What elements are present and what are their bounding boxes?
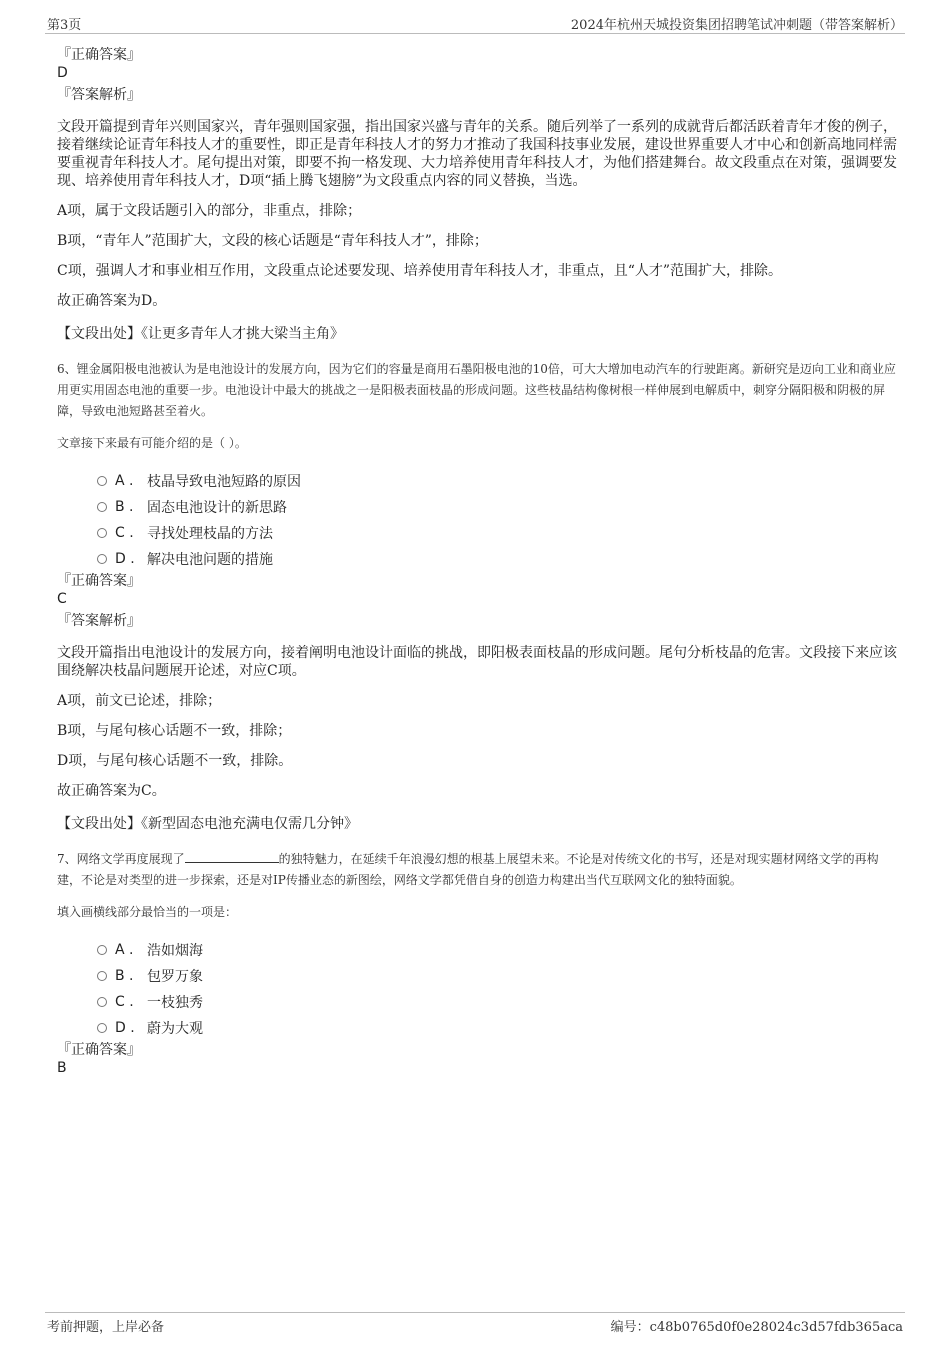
option-text: 固态电池设计的新思路 xyxy=(147,500,287,516)
option-c[interactable] xyxy=(97,989,897,1015)
analysis-paragraph: B项，“青年人”范围扩大，文段的核心话题是“青年科技人才”，排除； xyxy=(57,233,488,249)
analysis-label: 『答案解析』 xyxy=(57,87,141,103)
passage-source: 【文段出处】《让更多青年人才挑大梁当主角》 xyxy=(57,326,344,342)
option-list xyxy=(97,937,897,1041)
radio-icon[interactable] xyxy=(97,476,107,486)
question-text-after: 的独特魅力，在延续千年浪漫幻想的根基上展望未来。不论是对传统文化的书写，还是对现实题材网络文学的再构建，不论是对类型的进一步探索，还是对IP传播业态的新图绘，网络文学都凭借自身的创造力构建出当代互联网文化的独特面貌。 xyxy=(57,852,879,887)
option-text: 枝晶导致电池短路的原因 xyxy=(147,474,301,490)
option-text: 蔚为大观 xyxy=(147,1021,203,1037)
analysis-paragraph: 故正确答案为C。 xyxy=(57,783,166,799)
question-7 xyxy=(57,849,897,1077)
radio-icon[interactable] xyxy=(97,554,107,564)
option-letter: B . xyxy=(115,499,134,515)
document-title: 2024年杭州天城投资集团招聘笔试冲刺题（带答案解析） xyxy=(570,18,903,33)
option-list xyxy=(97,468,897,572)
correct-answer-label: 『正确答案』 xyxy=(57,47,141,63)
analysis-label: 『答案解析』 xyxy=(57,613,141,629)
correct-answer: B xyxy=(57,1060,67,1076)
correct-answer-label: 『正确答案』 xyxy=(57,573,141,589)
question-text: 6、锂金属阳极电池被认为是电池设计的发展方向，因为它们的容量是商用石墨阳极电池的10倍，可大大增加电动汽车的行驶距离。新研究是迈向工业和商业应用更实用固态电池的重要一步。电池设计中最大的挑战之一是阳极表面枝晶的形成问题。这些枝晶结构像树根一样伸展到电解质中，刺穿分隔阳极和阴极的屏障，导致电池短路甚至着火。 xyxy=(57,362,896,418)
option-letter: A . xyxy=(115,473,134,489)
option-d[interactable] xyxy=(97,546,897,572)
option-text: 解决电池问题的措施 xyxy=(147,552,273,568)
question-text xyxy=(57,849,897,891)
page-content xyxy=(57,46,897,1081)
question-prompt: 文章接下来最有可能介绍的是（ ）。 xyxy=(57,436,247,450)
radio-icon[interactable] xyxy=(97,945,107,955)
correct-answer-label: 『正确答案』 xyxy=(57,1042,141,1058)
correct-answer: D xyxy=(57,65,68,81)
radio-icon[interactable] xyxy=(97,971,107,981)
analysis-paragraph: A项，属于文段话题引入的部分，非重点，排除； xyxy=(57,203,362,219)
fill-in-blank xyxy=(185,851,279,863)
question-6 xyxy=(57,359,897,833)
question-5-answer-block xyxy=(57,46,897,343)
option-a[interactable] xyxy=(97,937,897,963)
page-header xyxy=(45,14,905,34)
analysis-paragraph: 文段开篇提到青年兴则国家兴，青年强则国家强，指出国家兴盛与青年的关系。随后列举了一系列的成就背后都活跃着青年才俊的例子，接着继续论证青年科技人才的重要性，即正是青年科技人才的努力才推动了我国科技事业发展，建设世界重要人才中心和创新高地同样需要重视青年科技人才。尾句提出对策，即要不拘一格发现、大力培养使用青年科技人才，为他们搭建舞台。故文段重点在对策，强调要发现、培养使用青年科技人才，D项“插上腾飞翅膀”为文段重点内容的同义替换，当选。 xyxy=(57,119,897,189)
page-number: 第3页 xyxy=(47,18,82,33)
radio-icon[interactable] xyxy=(97,1023,107,1033)
analysis-paragraph: B项，与尾句核心话题不一致，排除； xyxy=(57,723,292,739)
question-prompt: 填入画横线部分最恰当的一项是： xyxy=(57,905,238,919)
radio-icon[interactable] xyxy=(97,997,107,1007)
option-c[interactable] xyxy=(97,520,897,546)
document-id: 编号：c48b0765d0f0e28024c3d57fdb365aca xyxy=(610,1320,903,1335)
analysis-paragraph: 文段开篇指出电池设计的发展方向，接着阐明电池设计面临的挑战，即阳极表面枝晶的形成问题。尾句分析枝晶的危害。文段接下来应该围绕解决枝晶问题展开论述，对应C项。 xyxy=(57,645,897,679)
analysis-paragraph: C项，强调人才和事业相互作用，文段重点论述要发现、培养使用青年科技人才，非重点，且“人才”范围扩大，排除。 xyxy=(57,263,783,279)
option-letter: D . xyxy=(115,551,135,567)
option-letter: C . xyxy=(115,994,134,1010)
passage-source: 【文段出处】《新型固态电池充满电仅需几分钟》 xyxy=(57,816,358,832)
footer-slogan: 考前押题，上岸必备 xyxy=(47,1320,165,1335)
radio-icon[interactable] xyxy=(97,528,107,538)
page-footer xyxy=(45,1312,905,1336)
option-text: 浩如烟海 xyxy=(147,943,203,959)
option-letter: C . xyxy=(115,525,134,541)
option-text: 一枝独秀 xyxy=(147,995,203,1011)
analysis-paragraph: A项，前文已论述，排除； xyxy=(57,693,222,709)
option-d[interactable] xyxy=(97,1015,897,1041)
option-text: 包罗万象 xyxy=(147,969,203,985)
option-b[interactable] xyxy=(97,963,897,989)
analysis-paragraph: D项，与尾句核心话题不一致，排除。 xyxy=(57,753,293,769)
option-a[interactable] xyxy=(97,468,897,494)
option-letter: B . xyxy=(115,968,134,984)
option-letter: D . xyxy=(115,1020,135,1036)
radio-icon[interactable] xyxy=(97,502,107,512)
option-letter: A . xyxy=(115,942,134,958)
question-text-before: 7、网络文学再度展现了 xyxy=(57,852,185,866)
analysis-paragraph: 故正确答案为D。 xyxy=(57,293,167,309)
option-b[interactable] xyxy=(97,494,897,520)
correct-answer: C xyxy=(57,591,67,607)
option-text: 寻找处理枝晶的方法 xyxy=(147,526,273,542)
